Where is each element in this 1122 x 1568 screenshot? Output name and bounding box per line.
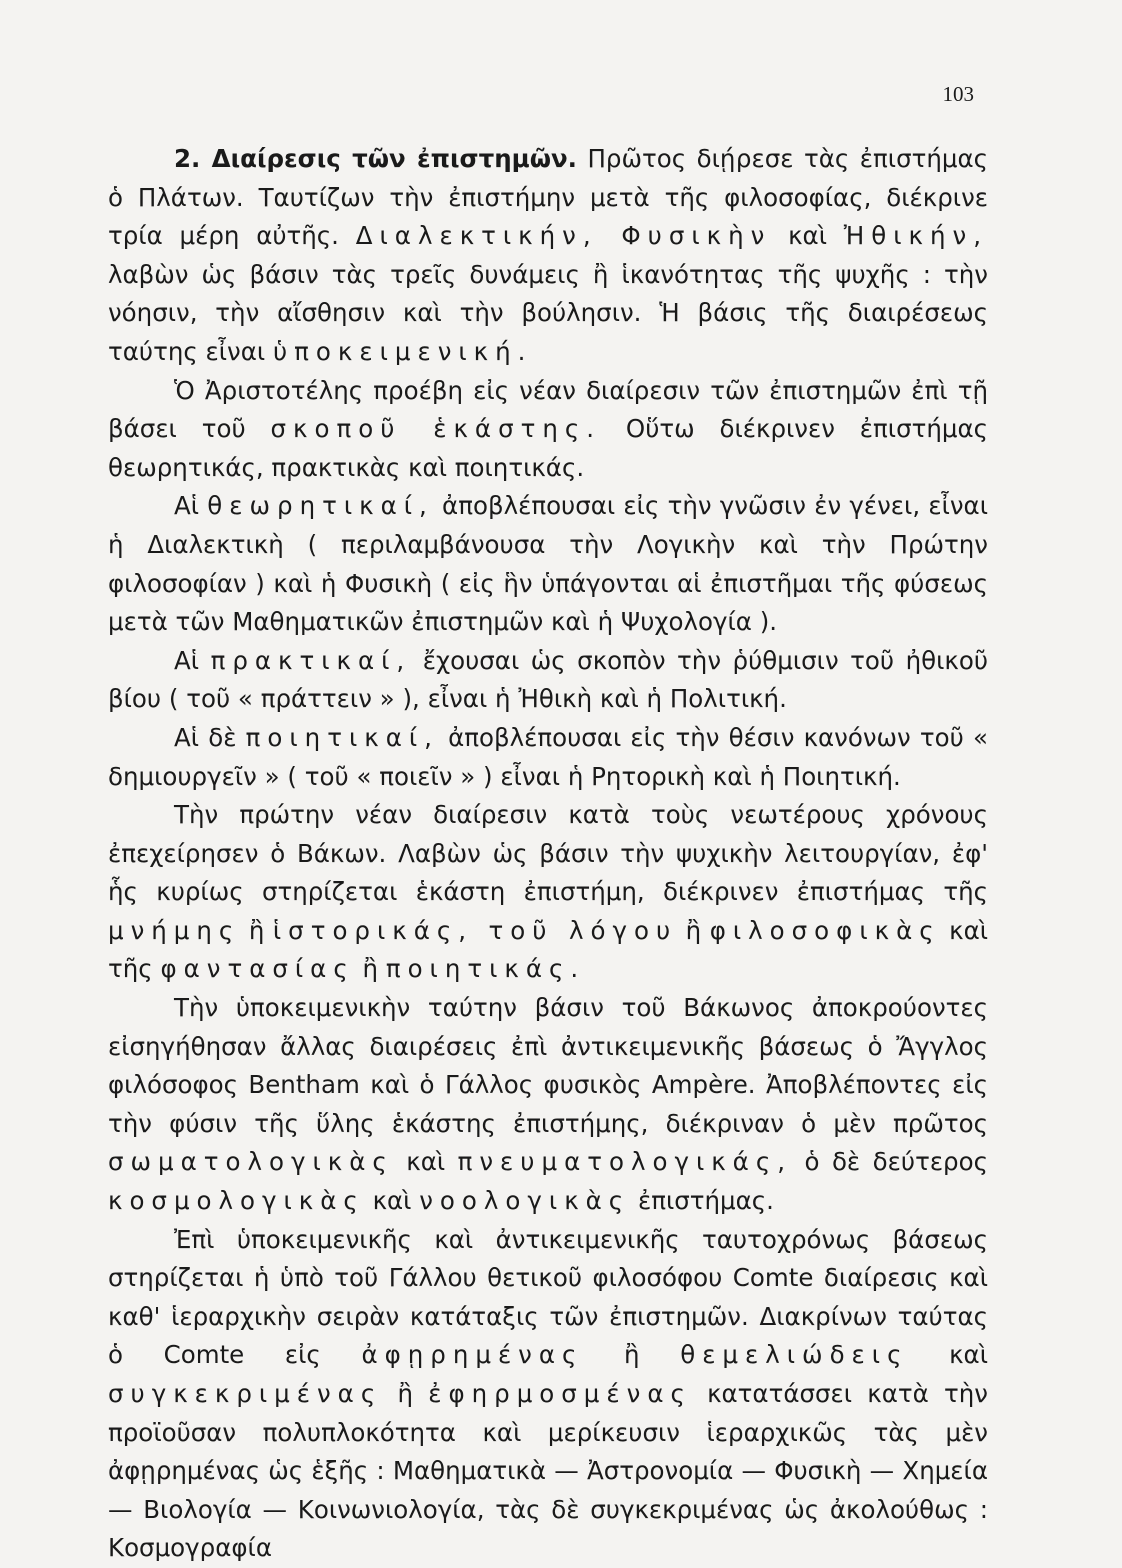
spaced-term: κοσμολογικὰς [108, 1186, 365, 1216]
paragraph-theoretical: Αἱ θεωρητικαί, ἀποβλέπουσαι εἰς τὴν γνῶσιν ἐν γένει, εἶναι ἡ Διαλεκτικὴ ( περιλαμβάνουσα τὴν Λογικὴν καὶ τὴν Πρώτην φιλοσοφίαν ) καὶ ἡ Φυσικὴ ( εἰς ἣν ὑπάγονται αἱ ἐπιστῆμαι τῆς φύσεως μετὰ τῶν Μαθηματικῶν ἐπιστημῶν καὶ ἡ Ψυχολογία ). [108, 491, 988, 637]
paragraph-comte: Ἐπὶ ὑποκειμενικῆς καὶ ἀντικειμενικῆς ταυτοχρόνως βάσεως στηρίζεται ἡ ὑπὸ τοῦ Γάλλου θετικοῦ φιλοσόφου Comte διαίρεσις καὶ καθ' ἱεραρχικὴν σειρὰν κατάταξις τῶν ἐπιστημῶν. Διακρίνων ταύτας ὁ Comte εἰς ἀφῃρημένας ἢ θεμελιώδεις καὶ συγκεκριμένας ἢ ἐφηρμοσμένας κατατάσσει κατὰ τὴν προϊοῦσαν πολυπλοκότητα καὶ μερίκευσιν ἱεραρχικῶς τὰς μὲν ἀφῃρημένας ὡς ἑξῆς : Μαθηματικὰ — Ἀστρονομία — Φυσικὴ — Χημεία — Βιολογία — Κοινωνιολογία, τὰς δὲ συγκεκριμένας ὡς ἀκολούθως : Κοσμογραφία [108, 1224, 988, 1563]
spaced-term: πνευματολογικάς, [457, 1147, 792, 1177]
spaced-term: νοολογικὰς [419, 1186, 631, 1216]
page-text [108, 140, 988, 1568]
page-number: 103 [942, 82, 974, 106]
spaced-term: μνήμης [108, 915, 241, 945]
spaced-term: ἐφηρμοσμένας [428, 1379, 692, 1408]
spaced-term: ποιητικάς. [385, 954, 586, 984]
paragraph-practical: Αἱ πρακτικαί, ἔχουσαι ὡς σκοπὸν τὴν ῥύθμισιν τοῦ ἠθικοῦ βίου ( τοῦ « πράττειν » ), εἶναι ἡ Ἠθικὴ καὶ ἡ Πολιτική. [108, 645, 988, 714]
spaced-term: φιλοσοφικὰς [709, 915, 941, 945]
paragraph-bentham-ampere: Τὴν ὑποκειμενικὴν ταύτην βάσιν τοῦ Βάκωνος ἀποκρούοντες εἰσηγήθησαν ἄλλας διαιρέσεις ἐπὶ ἀντικειμενικῆς βάσεως ὁ Ἄγγλος φιλόσοφος Bentham καὶ ὁ Γάλλος φυσικὸς Ampère. Ἀποβλέποντες εἰς τὴν φύσιν τῆς ὕλης ἑκάστης ἐπιστήμης, διέκριναν ὁ μὲν πρῶτος σωματολογικὰς καὶ πνευματολογικάς, ὁ δὲ δεύτερος κοσμολογικὰς καὶ νοολογικὰς ἐπιστήμας. [108, 993, 988, 1216]
spaced-term: ἱστορικάς, τοῦ λόγου [272, 915, 678, 945]
paragraph-bacon: Τὴν πρώτην νέαν διαίρεσιν κατὰ τοὺς νεωτέρους χρόνους ἐπεχείρησεν ὁ Βάκων. Λαβὼν ὡς βάσιν τὴν ψυχικὴν λειτουργίαν, ἐφ' ἧς κυρίως στηρίζεται ἑκάστη ἐπιστήμη, διέκρινεν ἐπιστήμας τῆς μνήμης ἢ ἱστορικάς, τοῦ λόγου ἢ φιλοσοφικὰς καὶ τῆς φαντασίας ἢ ποιητικάς. [108, 800, 989, 984]
spaced-term: σκοποῦ ἑκάστης. [270, 414, 602, 444]
spaced-term: θεωρητικαί, [207, 491, 434, 521]
spaced-term: ὑποκειμενική. [272, 336, 533, 366]
section-heading: 2. Διαίρεσις τῶν ἐπιστημῶν. [174, 144, 577, 173]
spaced-term: Διαλεκτικήν, Φυσικὴν [355, 221, 772, 251]
paragraph-division-of-sciences: 2. Διαίρεσις τῶν ἐπιστημῶν. Πρῶτος διῄρεσε τὰς ἐπιστήμας ὁ Πλάτων. Ταυτίζων τὴν ἐπιστήμην μετὰ τῆς φιλοσοφίας, διέκρινε τρία μέρη αὐτῆς. Διαλεκτικήν, Φυσικὴν καὶ Ἠθικήν, λαβὼν ὡς βάσιν τὰς τρεῖς δυνάμεις ἢ ἱκανότητας τῆς ψυχῆς : τὴν νόησιν, τὴν αἴσθησιν καὶ τὴν βούλησιν. Ἡ βάσις τῆς διαιρέσεως ταύτης εἶναι ὑποκειμενική. [108, 144, 989, 366]
spaced-term: Ἠθικήν, [843, 221, 988, 251]
spaced-term: συγκεκριμένας [108, 1379, 383, 1408]
spaced-term: θεμελιώδεις [680, 1340, 909, 1370]
paragraph-poietic: Αἱ δὲ ποιητικαί, ἀποβλέπουσαι εἰς τὴν θέσιν κανόνων τοῦ « δημιουργεῖν » ( τοῦ « ποιεῖν » ) εἶναι ἡ Ρητορικὴ καὶ ἡ Ποιητική. [108, 722, 989, 791]
spaced-term: φαντασίας [160, 954, 355, 984]
spaced-term: σωματολογικὰς [108, 1147, 394, 1177]
spaced-term: ποιητικαί, [245, 722, 439, 752]
paragraph-aristotle: Ὁ Ἀριστοτέλης προέβη εἰς νέαν διαίρεσιν τῶν ἐπιστημῶν ἐπὶ τῇ βάσει τοῦ σκοποῦ ἑκάστης. Οὕτω διέκρινεν ἐπιστήμας θεωρητικάς, πρακτικὰς καὶ ποιητικάς. [108, 375, 988, 482]
spaced-term: πρακτικαί, [210, 645, 412, 675]
spaced-term: ἀφῃρημένας [361, 1340, 584, 1370]
